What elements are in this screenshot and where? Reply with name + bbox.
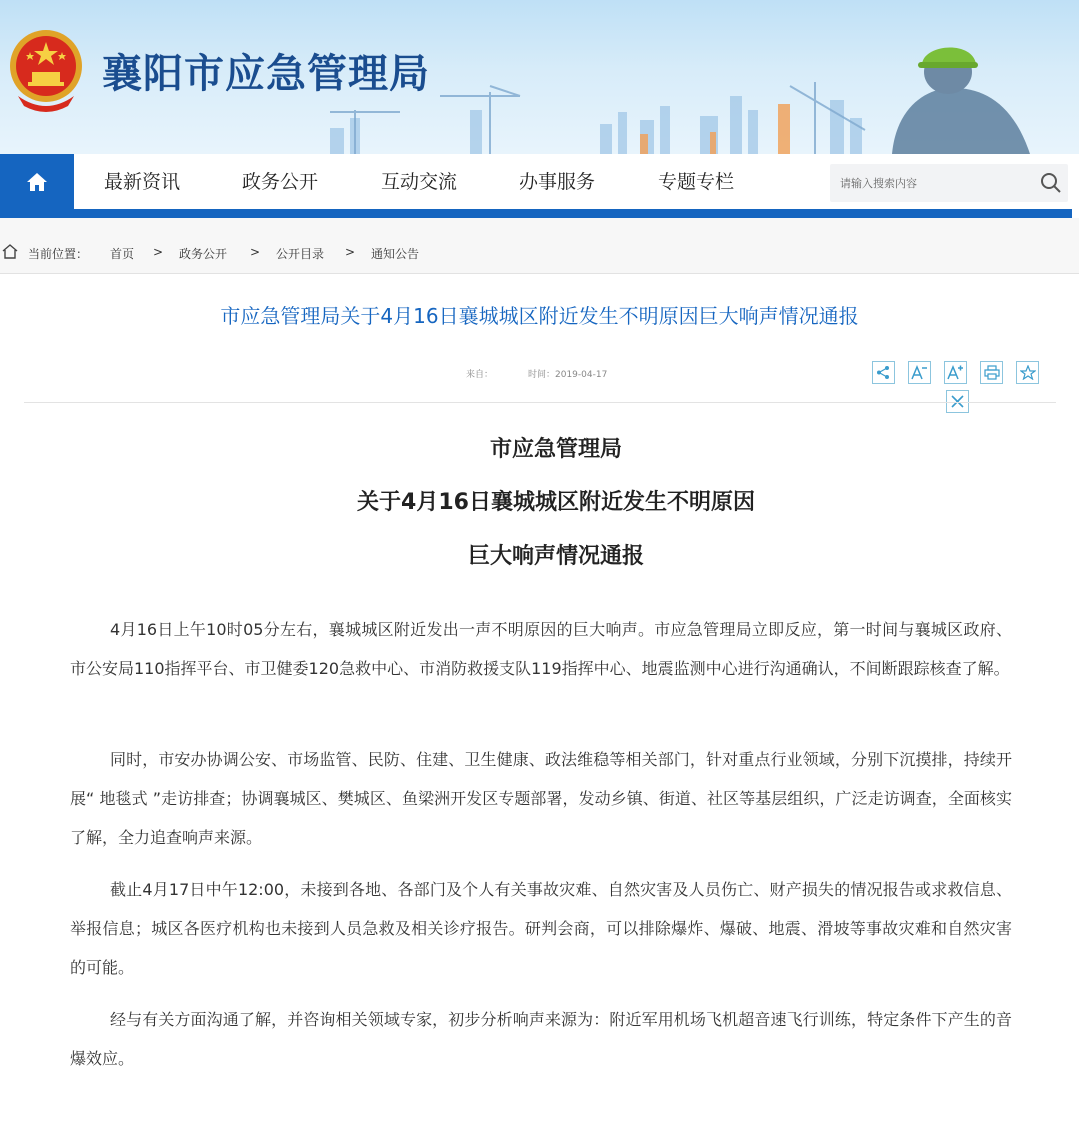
nav-accent-bar [0,209,1072,218]
doc-paragraph-2: 同时，市安办协调公安、市场监管、民防、住建、卫生健康、政法维稳等相关部门，针对重点行业领域，分别下沉摸排，持续开展“ 地毯式 ”走访排查；协调襄城区、樊城区、鱼梁洲开发区专题部署，发动乡镇、街道、社区等基层组织，广泛走访调查，全面核实了解，全力追查响声来源。 [70,750,1012,847]
nav-item-topics[interactable]: 专题专栏 [658,171,735,193]
search-box [830,164,1068,202]
home-outline-icon [1,243,19,260]
nav-item-interaction[interactable]: 互动交流 [381,171,458,193]
print-icon [984,365,1000,380]
doc-paragraph-4: 经与有关方面沟通了解，并咨询相关领域专家，初步分析响声来源为：附近军用机场飞机超音速飞行训练，特定条件下产生的音爆效应。 [70,1010,1012,1068]
doc-heading-line-1: 市应急管理局 [489,437,622,462]
breadcrumb-separator: > [250,245,261,259]
doc-paragraph-3: 截止4月17日中午12:00，未接到各地、各部门及个人有关事故灾难、自然灾害及人员伤亡、财产损失的情况报告或求救信息、举报信息；城区各医疗机构也未接到人员急救及相关诊疗报告。研判会商，可以排除爆炸、爆破、地震、滑坡等事故灾难和自然灾害的可能。 [70,880,1012,977]
search-input[interactable] [830,164,1030,202]
favorite-icon [1020,365,1036,380]
share-button[interactable] [872,361,895,384]
font-increase-icon [947,365,964,380]
breadcrumb-item-catalog[interactable]: 公开目录 [276,247,325,261]
search-icon[interactable] [1040,172,1062,194]
print-button[interactable] [980,361,1003,384]
breadcrumb-item-home[interactable]: 首页 [110,247,135,261]
national-emblem-icon [8,26,84,112]
header-banner [0,0,1079,154]
breadcrumb-label: 当前位置： [28,247,89,261]
nav-item-gov-affairs[interactable]: 政务公开 [242,171,319,193]
article-time: 时间：2019-04-17 [528,370,608,380]
doc-heading-line-2: 关于4月16日襄城城区附近发生不明原因 [357,490,755,515]
main-nav [0,154,1079,210]
divider [24,402,1056,403]
favorite-button[interactable] [1016,361,1039,384]
font-decrease-icon [911,365,928,380]
doc-heading-line-3: 巨大响声情况通报 [467,544,644,569]
font-decrease-button[interactable] [908,361,931,384]
font-increase-button[interactable] [944,361,967,384]
breadcrumb-separator: > [345,245,356,259]
share-icon [876,365,891,380]
breadcrumb-separator: > [153,245,164,259]
nav-item-news[interactable]: 最新资讯 [104,171,181,193]
breadcrumb-item-notices[interactable]: 通知公告 [371,247,420,261]
article-title: 市应急管理局关于4月16日襄城城区附近发生不明原因巨大响声情况通报 [220,304,859,328]
home-icon [25,171,49,193]
article-source: 来自： [466,370,494,380]
nav-item-services[interactable]: 办事服务 [519,171,596,193]
breadcrumb [0,218,1079,274]
nav-home-button[interactable] [0,154,74,210]
breadcrumb-item-gov-affairs[interactable]: 政务公开 [179,247,228,261]
site-title: 襄阳市应急管理局 [102,51,430,97]
doc-paragraph-1: 4月16日上午10时05分左右，襄城城区附近发出一声不明原因的巨大响声。市应急管理局立即反应，第一时间与襄城区政府、市公安局110指挥平台、市卫健委120急救中心、市消防救援支队119指挥中心、地震监测中心进行沟通确认，不间断跟踪核查了解。 [70,620,1012,678]
